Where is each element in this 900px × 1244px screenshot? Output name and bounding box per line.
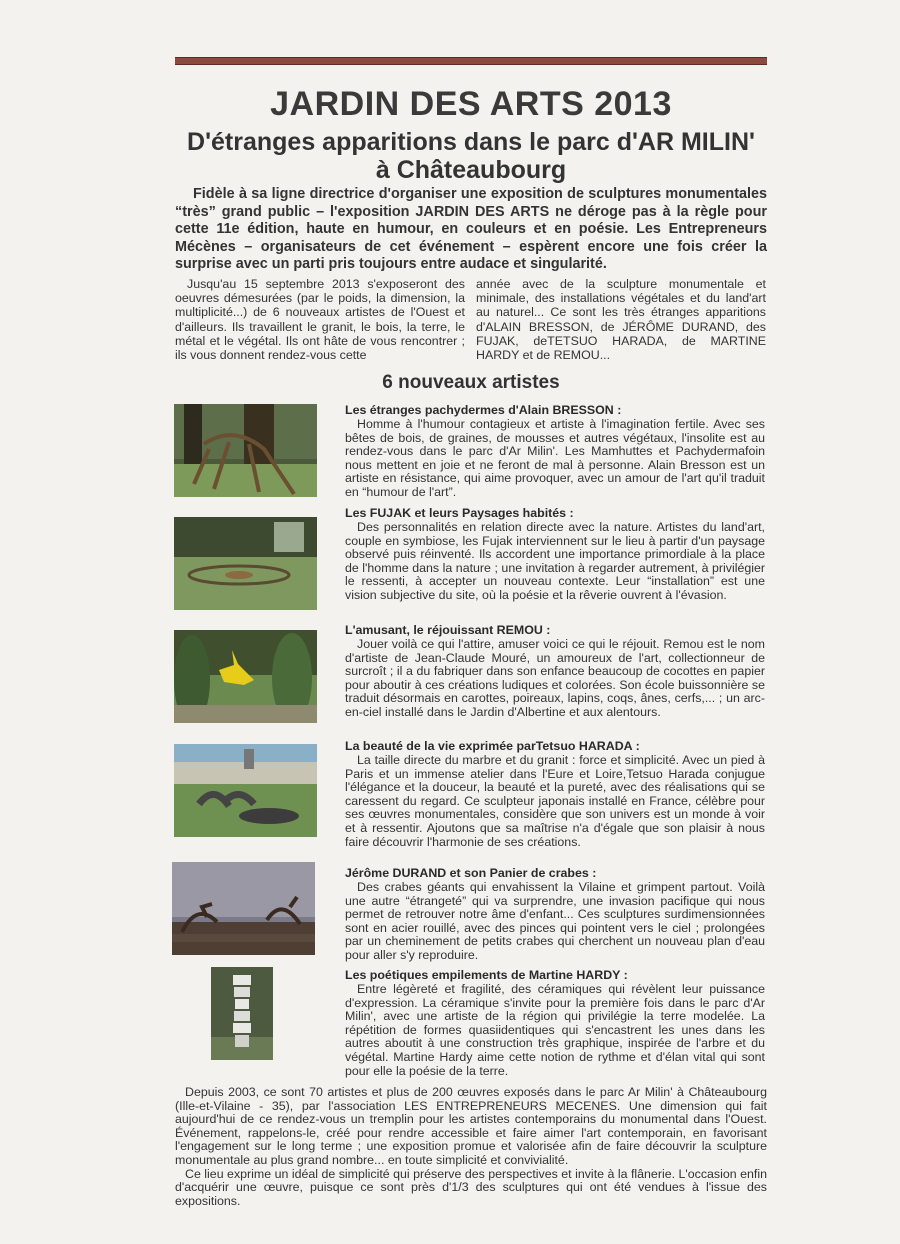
intro-right-column: année avec de la sculpture monumentale et minimale, des installations végétales et du land'art au naturel... Ce sont les très étranges apparitions d'ALAIN BRESSON, de JÉRÔME DURAND, des FUJAK, deTETSUO HARADA, de MARTINE HARDY et de REMOU... bbox=[476, 277, 766, 363]
artist-section bbox=[345, 968, 765, 1078]
closing-paragraph: Depuis 2003, ce sont 70 artistes et plus de 200 œuvres exposés dans le parc Ar Milin' à Châteaubourg (Ille-et-Vilaine - 35), par l'association LES ENTREPRENEURS MECENES. Une dimension qui fait aujourd'hui de ce rendez-vous un tremplin pour les artistes contemporains du monumental dans l'Ouest. Événement, rappelons-le, créé pour rendre accessible et faire aimer l'art contemporain, en favorisant l'engagement sur le long terme ; une exposition promue et valorisée afin de faire découvrir la sculpture monumentale au plus grand nombre... en toute simplicité et convivialité. bbox=[175, 1085, 767, 1167]
top-rule bbox=[175, 57, 767, 65]
closing-paragraph: Ce lieu exprime un idéal de simplicité qui préserve des perspectives et invite à la flânerie. L'occasion enfin d'acquérir une œuvre, puisque ce sont près d'1/3 des sculptures qui ont été vendues à l'issue des expositions. bbox=[175, 1166, 767, 1208]
photo-bresson bbox=[174, 404, 317, 497]
subtitle-line-1: D'étranges apparitions dans le parc d'AR MILIN' bbox=[187, 128, 755, 156]
artist-text: La taille directe du marbre et du granit : force et simplicité. Avec un pied à Paris et un immense atelier dans l'Eure et Loire,Tetsuo Harada conjugue l'élégance et la douceur, la beauté et la pureté, avec des réalisations qui se caressent du regard. Ce sculpteur japonais installé en France, célèbre pour ses œuvres monumentales, considère que son univers est un monde à voir et à ressentir. Ajoutons que sa maîtrise n'a d'égale que son plaisir à nous faire découvrir l'harmonie de ses créations. bbox=[345, 753, 765, 849]
artist-section bbox=[345, 623, 765, 720]
section-heading: 6 nouveaux artistes bbox=[382, 372, 560, 393]
artist-section bbox=[345, 506, 765, 603]
artist-heading: Les étranges pachydermes d'Alain BRESSON : bbox=[345, 403, 622, 417]
artist-heading: Jérôme DURAND et son Panier de crabes : bbox=[345, 866, 597, 880]
artist-heading: La beauté de la vie exprimée parTetsuo HARADA : bbox=[345, 739, 640, 753]
artist-section bbox=[345, 866, 765, 963]
closing-text bbox=[175, 1086, 767, 1208]
page-title: JARDIN DES ARTS 2013 bbox=[270, 85, 672, 123]
artist-text: Jouer voilà ce qui l'attire, amuser voici ce qui le réjouit. Remou est le nom d'artiste de Jean-Claude Mouré, un amoureux de l'art, collectionneur de surcroît ; il a du fabriquer dans son enfance beaucoup de cocottes en papier pour aboutir à ces créations ludiques et colorées. Son école buissonnière se traduit désormais en carottes, poireaux, lapins, coqs, ânes, cerfs,... ; un arc-en-ciel installé dans le Jardin d'Albertine et aux alentours. bbox=[345, 637, 765, 719]
artist-text: Entre légèreté et fragilité, des céramiques qui révèlent leur puissance d'expression. La céramique s'invite pour la première fois dans le parc d'Ar Milin', avec une artiste de la région qui privilégie la terre modelée. La répétition de formes quasiidentiques qui s'encastrent les unes dans les autres aboutit à une construction très graphique, inspirée de l'arbre et du végétal. Martine Hardy aime cette notion de rythme et d'élan vital qui sont pour elle la poésie de la terre. bbox=[345, 982, 765, 1078]
lead-paragraph: Fidèle à sa ligne directrice d'organiser une exposition de sculptures monumentales “très” grand public – l'exposition JARDIN DES ARTS ne déroge pas à la règle pour cette 11e édition, haute en humour, en couleurs et en poésie. Les Entrepreneurs Mécènes – organisateurs de cet événement – espèrent encore une fois créer la surprise avec un parti pris toujours entre audace et singularité. bbox=[175, 186, 767, 273]
artist-heading: Les FUJAK et leurs Paysages habités : bbox=[345, 506, 574, 520]
photo-hardy bbox=[211, 967, 273, 1060]
photo-harada bbox=[174, 744, 317, 837]
photo-fujak bbox=[174, 517, 317, 610]
photo-durand bbox=[172, 862, 315, 955]
artist-text: Homme à l'humour contagieux et artiste à l'imagination fertile. Avec ses bêtes de bois, de graines, de mousses et autres végétaux, l'insolite est au rendez-vous dans le parc d'Ar Milin'. Les Mamhuttes et Pachydermafoin nous mettent en joie et ne feront de mal à personne. Alain Bresson est un artiste en résistance, qui aime provoquer, avec un amour de l'art qu'il traduit en “humour de l'art”. bbox=[345, 417, 765, 499]
artist-heading: L'amusant, le réjouissant REMOU : bbox=[345, 623, 551, 637]
intro-left-column: Jusqu'au 15 septembre 2013 s'exposeront des oeuvres démesurées (par le poids, la dimension, la multiplicité...) de 6 nouveaux artistes de l'Ouest et d'ailleurs. Ils travaillent le granit, le bois, la terre, le métal et le végétal. Ils ont hâte de vous rencontrer ; ils vous donnent rendez-vous cette bbox=[175, 277, 465, 363]
subtitle-line-2: à Châteaubourg bbox=[375, 156, 567, 184]
photo-remou bbox=[174, 630, 317, 723]
artist-heading: Les poétiques empilements de Martine HARDY : bbox=[345, 968, 628, 982]
artist-text: Des crabes géants qui envahissent la Vilaine et grimpent partout. Voilà une autre “étrangeté” qui va surprendre, une invasion pacifique qui nous permet de retrouver notre âme d'enfant... Ces sculptures surdimensionnées sont en acier rouillé, avec des pinces qui pointent vers le ciel ; prolongées par un cheminement de petits crabes qui cherchent un nouveau plan d'eau pour aller s'y reproduire. bbox=[345, 880, 765, 962]
artist-section bbox=[345, 403, 765, 500]
artist-section bbox=[345, 739, 765, 849]
artist-text: Des personnalités en relation directe avec la nature. Artistes du land'art, couple en symbiose, les Fujak interviennent sur le lieu à partir d'un paysage observé puis réinventé. Ils accordent une importance primordiale à la place de l'homme dans la nature ; une invitation à regarder autrement, à privilégier le ressenti, à accepter un nouveau contexte. Leur “installation” est une vision subjective du site, où la poésie et la rêverie ouvrent à l'évasion. bbox=[345, 520, 765, 602]
page-subtitle bbox=[175, 128, 767, 184]
